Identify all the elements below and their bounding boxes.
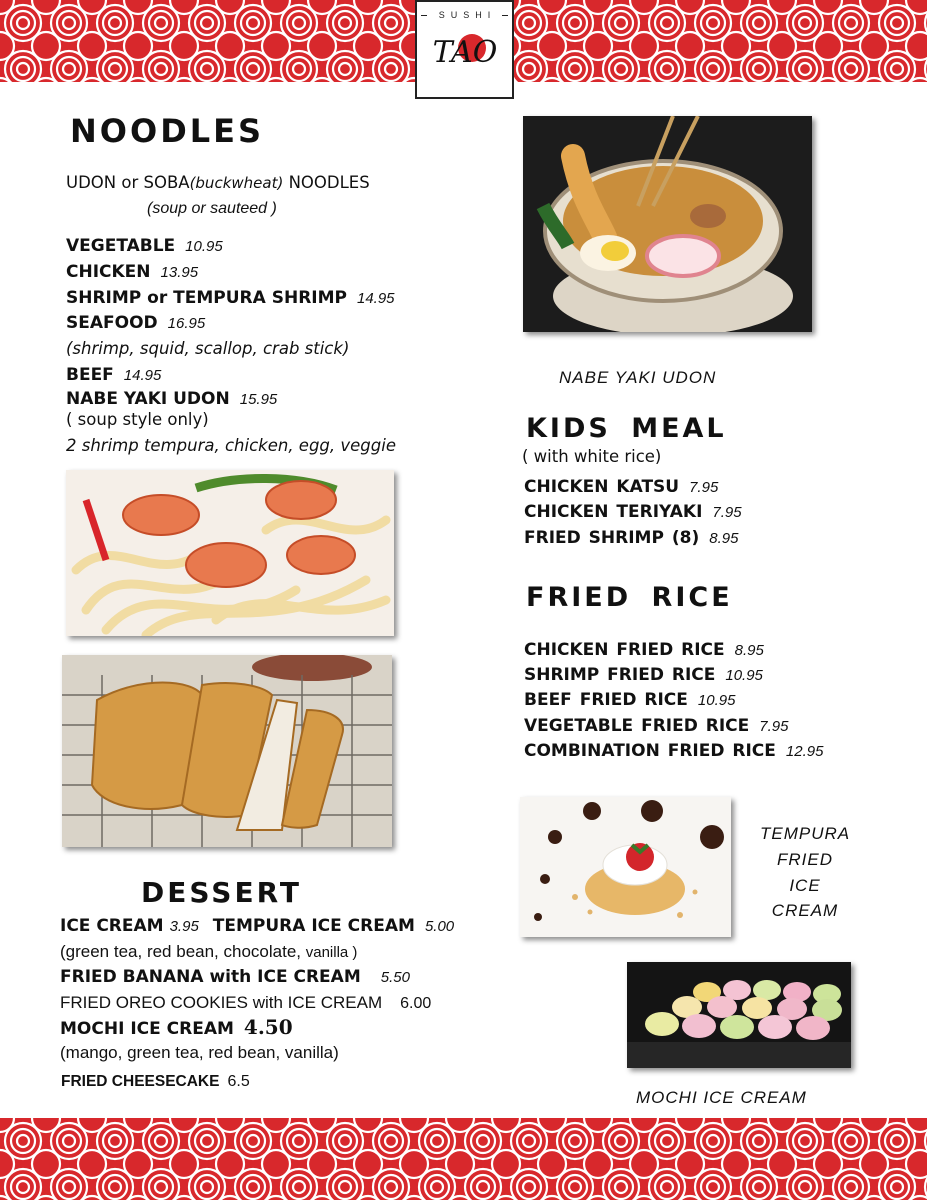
- chicken-katsu-photo: [62, 655, 392, 847]
- nabe-note-soup: ( soup style only): [66, 410, 209, 429]
- noodles-item: SHRIMP or TEMPURA SHRIMP 14.95: [66, 288, 395, 308]
- mochi-flavors-note: (mango, green tea, red bean, vanilla): [60, 1043, 339, 1062]
- dessert-item: MOCHI ICE CREAM 4.50: [60, 1015, 293, 1039]
- noodles-subtitle-note: (soup or sauteed ): [147, 200, 277, 217]
- fried-rice-item: BEEF FRIED RICE 10.95: [524, 690, 736, 710]
- noodles-item: SEAFOOD 16.95: [66, 313, 206, 333]
- sushi-tao-logo: [415, 0, 514, 99]
- bottom-swirl-border: [0, 1118, 927, 1200]
- noodles-item: CHICKEN 13.95: [66, 262, 199, 282]
- fried-rice-item: CHICKEN FRIED RICE 8.95: [524, 640, 764, 660]
- noodles-item: BEEF 14.95: [66, 365, 162, 385]
- noodles-subtitle-main: UDON or SOBA: [66, 173, 190, 192]
- dessert-item: ICE CREAM 3.95 TEMPURA ICE CREAM 5.00: [60, 916, 455, 936]
- shrimp-udon-photo: [66, 470, 394, 636]
- fried-rice-item: COMBINATION FRIED RICE 12.95: [524, 741, 824, 761]
- nabe-yaki-udon-caption: NABE YAKI UDON: [559, 368, 717, 387]
- noodles-subtitle: [66, 173, 370, 192]
- mochi-ice-cream-photo: [627, 962, 851, 1068]
- kids-meal-item: CHICKEN TERIYAKI 7.95: [524, 502, 742, 522]
- dessert-title: DESSERT: [141, 876, 302, 909]
- kids-meal-item: CHICKEN KATSU 7.95: [524, 477, 719, 497]
- tempura-caption-line: FRIED: [777, 850, 833, 869]
- kids-meal-note: ( with white rice): [522, 447, 662, 466]
- noodles-subtitle-end: NOODLES: [288, 173, 370, 192]
- ice-cream-flavors-note: (green tea, red bean, chocolate, vanilla ): [60, 942, 358, 961]
- dessert-item: FRIED OREO COOKIES with ICE CREAM 6.00: [60, 993, 432, 1012]
- noodles-item: VEGETABLE 10.95: [66, 236, 223, 256]
- fried-rice-item: VEGETABLE FRIED RICE 7.95: [524, 716, 789, 736]
- nabe-note-ingredients: 2 shrimp tempura, chicken, egg, veggie: [66, 436, 396, 455]
- tempura-caption-line: TEMPURA: [760, 824, 851, 843]
- kids-meal-title: KIDS MEAL: [526, 413, 727, 444]
- noodles-subtitle-paren: (buckwheat): [189, 174, 284, 192]
- noodles-item: NABE YAKI UDON 15.95: [66, 389, 278, 409]
- logo-tao-text: TAO: [432, 35, 498, 70]
- logo-sushi-text: SUSHI: [417, 10, 512, 20]
- fried-rice-item: SHRIMP FRIED RICE 10.95: [524, 665, 763, 685]
- seafood-note: (shrimp, squid, scallop, crab stick): [66, 339, 350, 358]
- noodles-title: NOODLES: [70, 112, 265, 150]
- nabe-yaki-udon-photo: [523, 116, 812, 332]
- dessert-item: FRIED CHEESECAKE 6.5: [61, 1073, 250, 1090]
- logo-tao-mark: [425, 26, 505, 76]
- tempura-caption-line: CREAM: [771, 901, 839, 920]
- kids-meal-item: FRIED SHRIMP (8) 8.95: [524, 528, 739, 548]
- tempura-ice-cream-photo: [520, 797, 731, 937]
- tempura-caption-line: ICE: [789, 876, 821, 895]
- dessert-item: FRIED BANANA with ICE CREAM 5.50: [60, 967, 410, 987]
- mochi-caption: MOCHI ICE CREAM: [636, 1088, 807, 1107]
- fried-rice-title: FRIED RICE: [526, 582, 733, 613]
